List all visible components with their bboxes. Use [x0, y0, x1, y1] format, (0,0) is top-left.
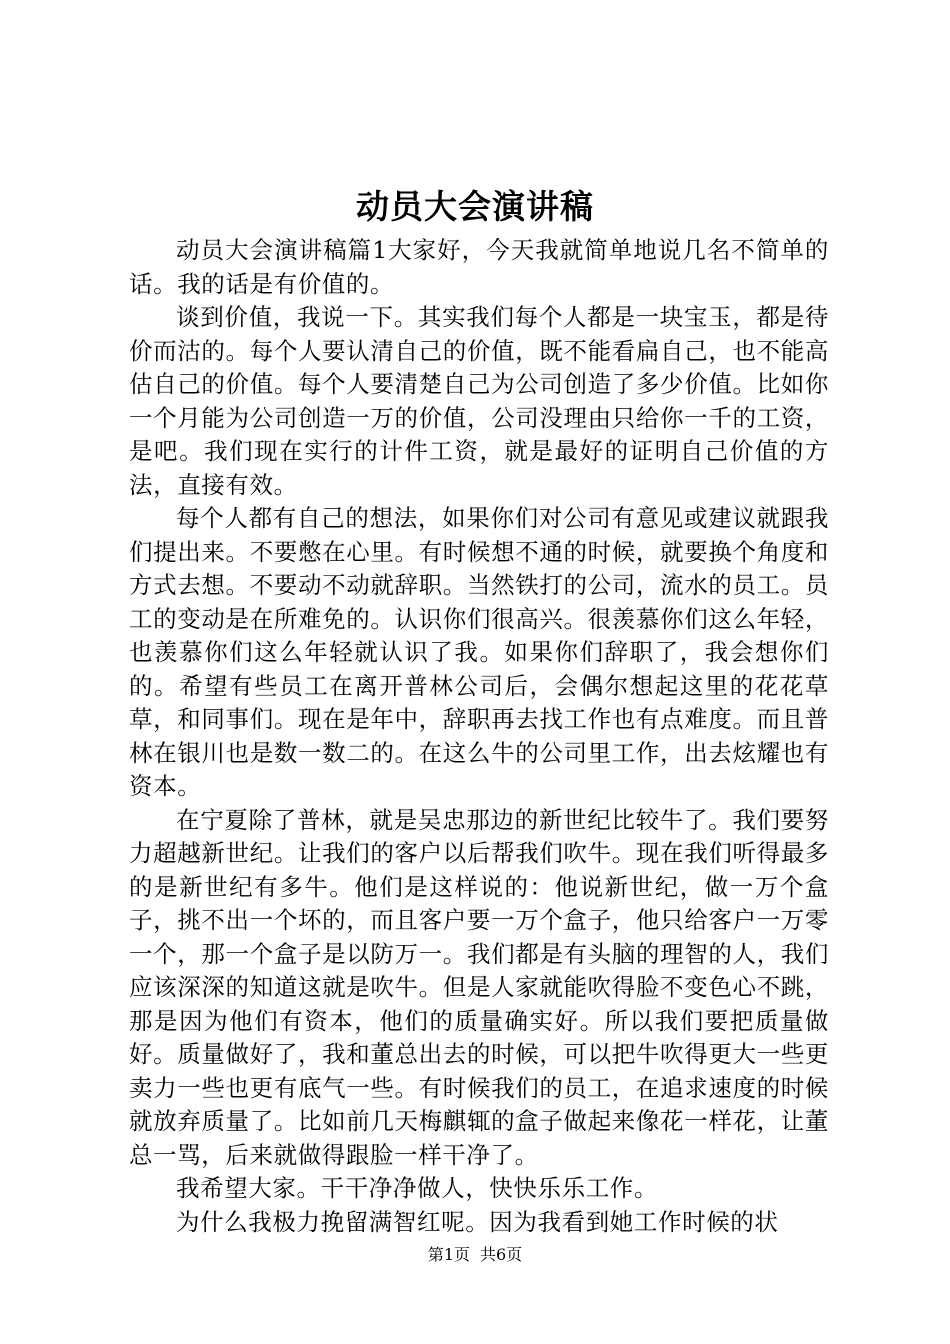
- paragraph: 谈到价值，我说一下。其实我们每个人都是一块宝玉，都是待价而沽的。每个人要认清自己的价值，既不能看扁自己，也不能高估自己的价值。每个人要清楚自己为公司创造了多少价值。比如你一个月能为公司创造一万的价值，公司没理由只给你一千的工资，是吧。我们现在实行的计件工资，就是最好的证明自己价值的方法，直接有效。: [129, 303, 829, 499]
- paragraph: 动员大会演讲稿篇1大家好，今天我就简单地说几名不简单的话。我的话是有价值的。: [129, 236, 829, 298]
- paragraph: 我希望大家。干干净净做人，快快乐乐工作。: [176, 1174, 658, 1202]
- page-number-total: 共6页: [480, 1245, 523, 1264]
- document-body: [129, 234, 829, 1239]
- paragraph: 每个人都有自己的想法，如果你们对公司有意见或建议就跟我们提出来。不要憋在心里。有时候想不通的时候，就要换个角度和方式去想。不要动不动就辞职。当然铁打的公司，流水的员工。员工的变动是在所难免的。认识你们很高兴。很羡慕你们这么年轻，也羡慕你们这么年轻就认识了我。如果你们辞职了，我会想你们的。希望有些员工在离开普林公司后，会偶尔想起这里的花花草草，和同事们。现在是年中，辞职再去找工作也有点难度。而且普林在银川也是数一数二的。在这么牛的公司里工作，出去炫耀也有资本。: [129, 504, 829, 800]
- paragraph: 为什么我极力挽留满智红呢。因为我看到她工作时候的状: [176, 1207, 779, 1236]
- page-footer: [0, 1244, 950, 1266]
- document-title: 动员大会演讲稿: [356, 187, 594, 226]
- paragraph: 在宁夏除了普林，就是吴忠那边的新世纪比较牛了。我们要努力超越新世纪。让我们的客户以后帮我们吹牛。现在我们听得最多的是新世纪有多牛。他们是这样说的：他说新世纪，做一万个盒子，挑不出一个坏的，而且客户要一万个盒子，他只给客户一万零一个，那一个盒子是以防万一。我们都是有头脑的理智的人，我们应该深深的知道这就是吹牛。但是人家就能吹得脸不变色心不跳，那是因为他们有资本，他们的质量确实好。所以我们要把质量做好。质量做好了，我和董总出去的时候，可以把牛吹得更大一些更卖力一些也更有底气一些。有时候我们的员工，在追求速度的时候就放弃质量了。比如前几天梅麒辄的盒子做起来像花一样花，让董总一骂，后来就做得跟脸一样干净了。: [129, 805, 829, 1169]
- page-number-current: 第1页: [427, 1245, 470, 1264]
